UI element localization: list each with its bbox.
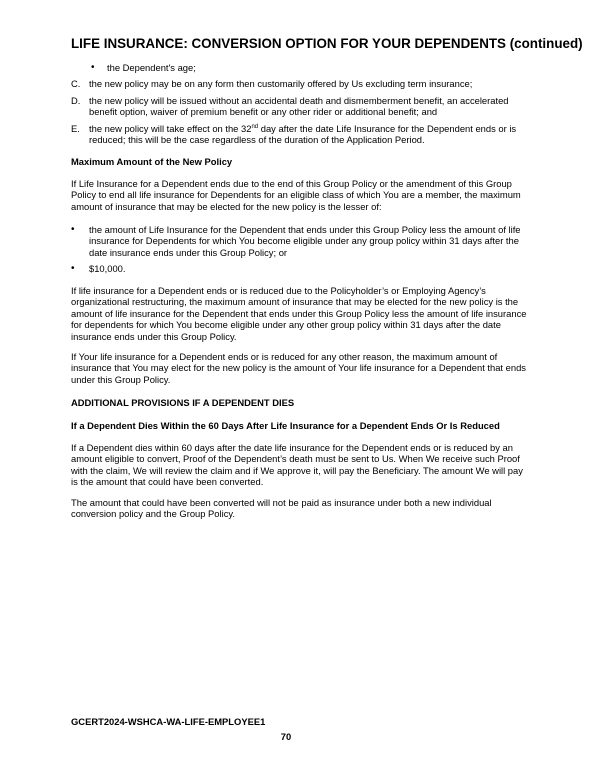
page-number: 70 xyxy=(280,731,292,742)
paragraph: If Your life insurance for a Dependent ends or is reduced for any other reason, the maximum amount of insurance that You may elect for the new policy is the amount of Your life insurance for a Dependent that ends under this Group Policy. xyxy=(71,351,526,385)
list-item: the new policy may be on any form then customarily offered by Us excluding term insurance; xyxy=(89,78,473,89)
list-item: $10,000. xyxy=(89,263,126,274)
bullet-icon: • xyxy=(71,224,75,235)
item-text: the new policy will take effect on the 32 xyxy=(89,123,252,134)
bullet-icon: • xyxy=(91,62,95,73)
paragraph: If Life Insurance for a Dependent ends due to the end of this Group Policy or the amendment of this Group Policy to end all life insurance for Dependents for an eligible class of which You are a member, the maximum amount of insurance that may be elected for the new policy is the lesser of: xyxy=(71,178,521,212)
list-item xyxy=(89,123,535,146)
ordinal-suffix: nd xyxy=(251,123,259,130)
section-heading: ADDITIONAL PROVISIONS IF A DEPENDENT DIES xyxy=(71,397,295,408)
item-text: day after the date Life Insurance for the Dependent ends or is reduced; this will be the case regardless of the duration of the Application Period. xyxy=(89,123,517,146)
list-marker: D. xyxy=(71,95,81,106)
bullet-icon: • xyxy=(71,263,75,274)
list-item: the amount of Life Insurance for the Dependent that ends under this Group Policy less the amount of life insurance for Dependents for which You become eligible under any group policy within 31 days after the date insurance ends under this Group Policy; or xyxy=(89,224,521,258)
document-code: GCERT2024-WSHCA-WA-LIFE-EMPLOYEE1 xyxy=(71,716,266,727)
list-item: the new policy will be issued without an accidental death and dismemberment benefit, an accelerated benefit option, waiver of premium benefit or any other rider or additional benefit; and xyxy=(89,95,509,118)
paragraph: If life insurance for a Dependent ends or is reduced due to the Policyholder’s or Employing Agency’s organizational restructuring, the maximum amount of insurance that may be elected for the new policy is the amount of life insurance for the Dependent that ends under this Group Policy less the amount of life insurance for dependents for which You become eligible under any other group policy within 31 days after the date insurance ends under this Group Policy. xyxy=(71,285,527,342)
section-heading: Maximum Amount of the New Policy xyxy=(71,156,233,167)
paragraph: The amount that could have been converted will not be paid as insurance under both a new individual conversion policy and the Group Policy. xyxy=(71,497,492,520)
list-marker: E. xyxy=(71,123,80,134)
subsection-heading: If a Dependent Dies Within the 60 Days After Life Insurance for a Dependent Ends Or Is Reduced xyxy=(71,420,500,431)
list-item: the Dependent's age; xyxy=(107,62,196,73)
list-marker: C. xyxy=(71,78,81,89)
paragraph: If a Dependent dies within 60 days after the date life insurance for the Dependent ends or is reduced by an amount eligible to convert, Proof of the Dependent’s death must be sent to Us. When We receive such Proof with the claim, We will review the claim and if We approve it, will pay the Beneficiary. The amount We will pay is the amount that could have been converted. xyxy=(71,442,523,488)
page-title: LIFE INSURANCE: CONVERSION OPTION FOR YOUR DEPENDENTS (continued) xyxy=(71,36,583,51)
